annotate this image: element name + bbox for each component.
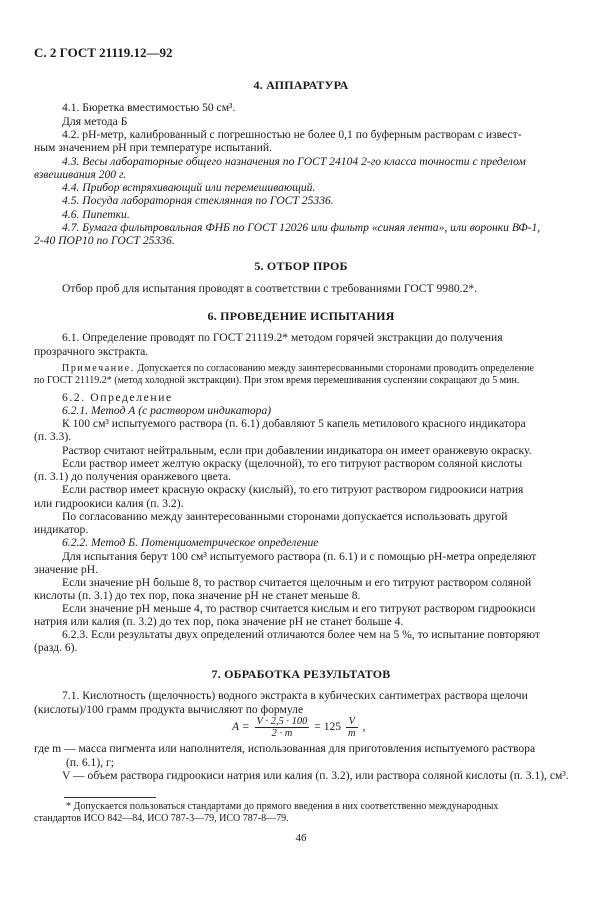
text-line: По согласованию между заинтересованными сторонами допускается использовать другой (62, 510, 508, 523)
text-line: 6.2.3. Если результаты двух определений отличаются более чем на 5 %, то испытание повторяют (62, 628, 540, 641)
formula-fraction-1 (255, 716, 310, 739)
page-header: С. 2 ГОСТ 21119.12—92 (34, 45, 173, 60)
text-line: индикатор. (34, 523, 89, 536)
text-line: значение pH. (34, 563, 98, 576)
footnote-divider (64, 797, 156, 798)
text-line: натрия или калия (п. 3.2) до тех пор, пока значение pH не станет больше 4. (34, 615, 404, 628)
text-line: Раствор считают нейтральным, если при добавлении индикатора он имеет оранжевую окраску. (62, 444, 532, 457)
text-line: 2-40 ПОР10 по ГОСТ 25336. (34, 234, 175, 247)
text-line: 6.2.2. Метод Б. Потенциометрическое определение (62, 536, 319, 549)
text-line: 4.7. Бумага фильтровальная ФНБ по ГОСТ 12026 или фильтр «синяя лента», или воронки ВФ-1, (62, 221, 541, 234)
text-line: Если значение pH меньше 4, то раствор считается кислым и его титруют раствором гидроокиси (62, 602, 536, 615)
text-line: (п. 3.1) до получения оранжевого цвета. (34, 470, 232, 483)
text-line: 4.3. Весы лабораторные общего назначения по ГОСТ 24104 2-го класса точности с пределом (62, 155, 526, 168)
text-line: 6.2. Определение (62, 391, 173, 404)
text-line: или гидроокиси калия (п. 3.2). (34, 497, 184, 510)
text-line: Если раствор имеет желтую окраску (щелочной), то его титруют раствором соляной кислоты (62, 457, 523, 470)
note-text: Допускается по согласованию между заинтересованными сторонами проводить определение (137, 363, 534, 374)
text-line: 6.2.1. Метод А (с раствором индикатора) (62, 404, 272, 417)
formula-fraction-2 (346, 716, 358, 739)
formula-lhs: A = (232, 720, 250, 733)
text-line: где m — масса пигмента или наполнителя, использованная для приготовления испытуемого раствора (34, 742, 536, 755)
text-line: кислоты (п. 3.1) до тех пор, пока значение pH не станет меньше 8. (34, 589, 361, 602)
text-line: Если значение pH больше 8, то раствор считается щелочным и его титруют раствором соляной (62, 576, 532, 589)
text-line: ным значением pH при температуре испытаний. (34, 141, 272, 154)
footnote-line: стандартов ИСО 842—84, ИСО 787-3—79, ИСО 787-8—79. (34, 813, 289, 824)
text-line: (п. 6.1), г; (66, 756, 114, 769)
text-line: (разд. 6). (34, 641, 78, 654)
section-5-title: 5. ОТБОР ПРОБ (254, 259, 348, 273)
text-line: 7.1. Кислотность (щелочность) водного экстракта в кубических сантиметрах раствора щелочи (62, 689, 528, 702)
text-line: Отбор проб для испытания проводят в соответствии с требованиями ГОСТ 9980.2*. (62, 282, 478, 295)
text-line: (кислоты)/100 грамм продукта вычисляют по формуле (34, 703, 304, 716)
formula-end: , (362, 720, 366, 733)
fraction-numerator: V (346, 716, 358, 728)
fraction-denominator: 2 · m (271, 727, 293, 739)
section-7-title: 7. ОБРАБОТКА РЕЗУЛЬТАТОВ (211, 667, 391, 681)
text-line: 4.4. Прибор встряхивающий или перемешивающий. (62, 181, 316, 194)
fraction-numerator: V · 2,5 · 100 (256, 715, 308, 727)
fraction-denominator: m (348, 727, 356, 739)
page-number: 46 (295, 832, 307, 844)
text-line: 4.5. Посуда лабораторная стеклянная по ГОСТ 25336. (62, 194, 334, 207)
note-line: по ГОСТ 21119.2* (метод холодной экстракции). При этом время перемешивания суспензии сокращают до 5 мин. (34, 375, 520, 386)
text-line: взвешивания 200 г. (34, 168, 127, 181)
text-line: 4.2. pH-метр, калиброванный с погрешностью не более 0,1 по буферным растворам с извест- (62, 128, 522, 141)
formula-middle: = 125 (314, 720, 342, 733)
text-line: (п. 3.3). (34, 430, 72, 443)
section-4-title: 4. АППАРАТУРА (253, 78, 349, 92)
text-line: 4.1. Бюретка вместимостью 50 см³. (62, 101, 236, 114)
text-line: К 100 см³ испытуемого раствора (п. 6.1) добавляют 5 капель метилового красного индикатора (62, 417, 526, 430)
footnote-line: * Допускается пользоваться стандартами до прямого введения в них соответственно международных (66, 801, 499, 812)
text-line: Если раствор имеет красную окраску (кислый), то его титруют раствором гидроокиси натрия (62, 483, 524, 496)
note-label: Примечание. (62, 363, 135, 374)
text-line: Для метода Б (62, 115, 128, 128)
section-6-title: 6. ПРОВЕДЕНИЕ ИСПЫТАНИЯ (207, 309, 395, 323)
text-line: прозрачного экстракта. (34, 345, 149, 358)
formula (232, 715, 365, 739)
text-line: 6.1. Определение проводят по ГОСТ 21119.2* методом горячей экстракции до получения (62, 331, 503, 344)
text-line: Для испытания берут 100 см³ испытуемого раствора (п. 6.1) и с помощью pH-метра определяют (62, 550, 537, 563)
text-line: 4.6. Пипетки. (62, 208, 130, 221)
text-line: V — объем раствора гидроокиси натрия или калия (п. 3.2), или раствора соляной кислоты (п. 3.1), см³. (62, 769, 569, 782)
